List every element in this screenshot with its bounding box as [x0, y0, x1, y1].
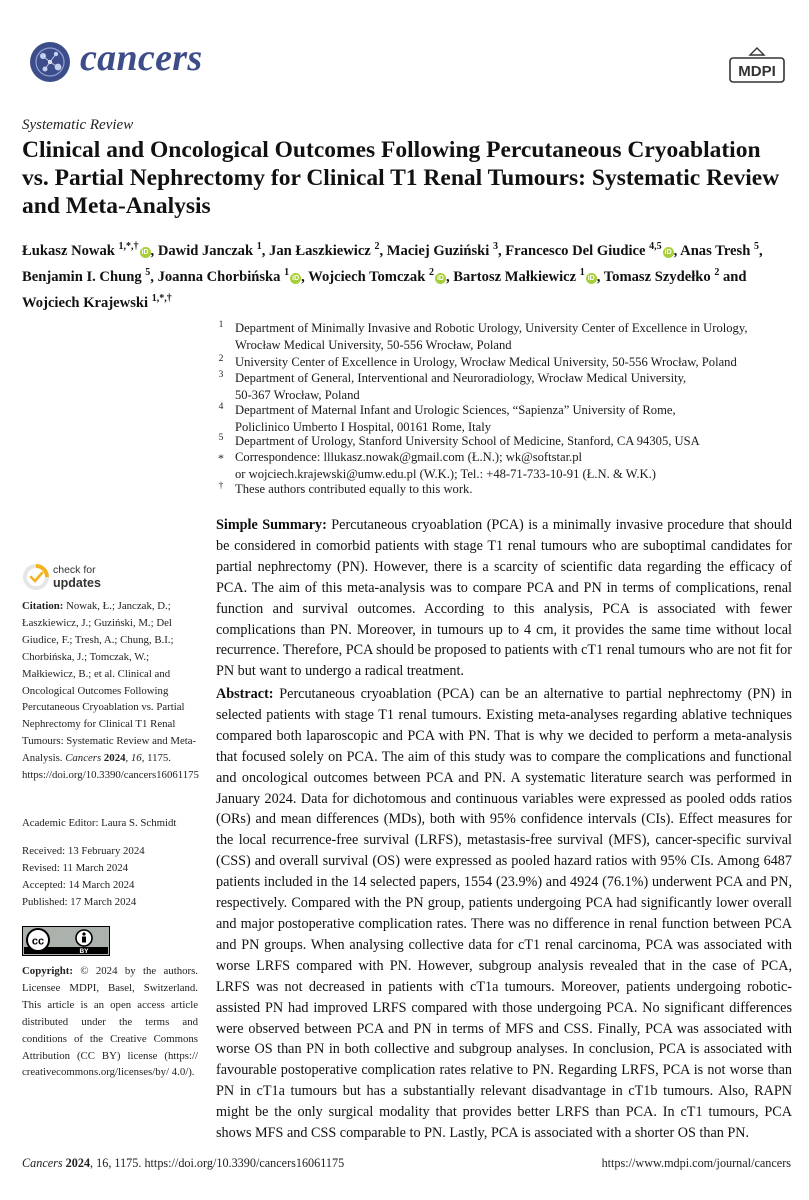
footer-citation: Cancers 2024, 16, 1175. https://doi.org/10.3390/cancers16061175	[22, 1156, 345, 1170]
simple-summary	[216, 515, 792, 682]
orcid-icon[interactable]: iD	[587, 274, 595, 282]
author-affiliation-marker: 1	[284, 266, 290, 278]
author-name[interactable]: Benjamin I. Chung	[22, 268, 142, 285]
cancers-logo-icon	[28, 40, 72, 84]
author-name[interactable]: Dawid Janczak	[157, 242, 254, 259]
author-name[interactable]: Jan Łaszkiewicz	[269, 242, 371, 259]
published-date: Published: 17 March 2024	[22, 896, 137, 908]
footer-doi-link[interactable]: https://doi.org/10.3390/cancers16061175	[144, 1156, 345, 1170]
academic-editor: Academic Editor: Laura S. Schmidt	[22, 817, 177, 829]
affiliation-mark: 2	[218, 354, 224, 364]
article-title: Clinical and Oncological Outcomes Following Percutaneous Cryoablation vs. Partial Nephrectomy for Clinical T1 Renal Tumours: Systematic Review and Meta-Analysis	[22, 137, 780, 219]
check-updates-line1: check for	[53, 564, 96, 576]
orcid-icon[interactable]: iD	[664, 248, 672, 256]
accepted-date: Accepted: 14 March 2024	[22, 879, 135, 891]
correspondence-mark: *	[218, 451, 224, 465]
orcid-icon[interactable]: iD	[292, 274, 300, 282]
citation: Citation: Nowak, Ł.; Janczak, D.; Łaszkiewicz, J.; Guziński, M.; Del Giudice, F.; Tresh, A.; Chung, B.I.; Chorbińska, J.; Tomczak, W.; Małkiewicz, B.; et al. Clinical and Oncological Outcomes Following Percutaneous Cryoablation vs. Partial Nephrectomy for Clinical T1 Renal Tumours: Systematic Review and Meta-Analysis. Cancers 2024, 16, 1175. https://doi.org/10.3390/cancers16061175	[22, 600, 199, 782]
author-name[interactable]: Francesco Del Giudice	[505, 242, 646, 259]
equal-contribution-mark: †	[218, 481, 224, 491]
author-name[interactable]: Maciej Guziński	[386, 242, 490, 259]
author-affiliation-marker: 5	[145, 266, 151, 278]
author-name[interactable]: Bartosz Małkiewicz	[453, 268, 577, 285]
equal-contribution-note: These authors contributed equally to this work.	[235, 482, 473, 496]
by-label: BY	[79, 948, 89, 955]
cc-label: cc	[31, 935, 45, 948]
citation-doi-link[interactable]: https://doi.org/10.3390/cancers16061175	[22, 769, 199, 782]
footer-journal-url[interactable]: https://www.mdpi.com/journal/cancers	[601, 1156, 791, 1170]
author-name[interactable]: Tomasz Szydełko	[603, 268, 711, 285]
author-affiliation-marker: 2	[714, 266, 720, 278]
author-name[interactable]: Łukasz Nowak	[22, 242, 115, 259]
check-for-updates-icon	[22, 563, 50, 591]
author-affiliation-marker: 2	[374, 241, 380, 252]
affiliation-mark: 1	[218, 320, 224, 330]
copyright-notice: Copyright: © 2024 by the authors. Licensee MDPI, Basel, Switzerland. This article is an open access article distributed under the terms and conditions of the Creative Commons Attribution (CC BY) license (https:// creativecommons.org/licenses/by/ 4.0/).	[22, 965, 198, 1079]
author-affiliation-marker: 1	[579, 266, 585, 278]
simple-summary-label: Simple Summary:	[216, 517, 327, 533]
citation-label: Citation:	[22, 600, 64, 612]
affiliation-5: Department of Urology, Stanford University School of Medicine, Stanford, CA 94305, USA	[235, 434, 700, 448]
affiliation-mark: 3	[218, 370, 224, 380]
author-affiliation-marker: 4,5	[649, 241, 662, 252]
abstract-text: Percutaneous cryoablation (PCA) can be an alternative to partial nephrectomy (PN) in selected patients with stage T1 renal tumours. Existing meta-analyses regarding ablative techniques compared both laparoscopic and PCA with PN. That is why we decided to perform a meta-analysis that focused solely on PCA. The aim of this study was to compare the complications and functional and oncological outcomes between PCA and PN. A systematic literature search was performed in January 2024. Data for dichotomous and continuous variables were expressed as pooled odds ratios (ORs) and mean differences (MDs), both with 95% confidence intervals (CIs). Effect measures for the local recurrence-free survival (LRFS), metastasis-free survival (MFS), cancer-specific survival (CSS) and overall survival (OS) were expressed as pooled hazard ratios with 95% CIs. Among 6487 patients included in the 14 selected papers, 1554 (23.9%) and 4924 (76.1%) underwent PCA and PN, respectively. Compared with the PN group, patients undergoing PCA had significantly lower overall and major postoperative complication rates. There was no difference in renal function between PCA and PN groups. When analysing collective data for cT1 renal carcinoma, PCA was associated with worse LRFS compared with PN. However, subgroup analysis revealed that in the case of PCA, LRFS was not decreased in patients with cT1a tumours. Moreover, patients undergoing robotic-assisted PN had improved LRFS compared with those undergoing PCA. No significant differences were observed between PCA and PN in terms of MFS and CSS. Finally, PCA was associated with worse OS than PN in both collective and subgroup analyses. In conclusion, PCA is associated with favourable postoperative complication rates relative to PN. Regarding LRFS, PCA is not worse than PN in cT1a tumours but has a substantially relevant disadvantage in cT1b tumours. Also, RAPN might be the only surgical modality that provides better LRFS than PCA. In cT1 tumours, PCA shows MFS and CSS comparable to PN. Lastly, PCA is associated with a shorter OS than PN.	[216, 686, 792, 1142]
author-name[interactable]: Anas Tresh	[680, 242, 751, 259]
author-affiliation-marker: 3	[492, 241, 498, 252]
correspondence: Correspondence: lllukasz.nowak@gmail.com (Ł.N.); wk@softstar.pl or wojciech.krajewski@umw.edu.pl (W.K.); Tel.: +48-71-733-10-91 (Ł.N. & W.K.)	[235, 450, 656, 481]
check-updates-line2: updates	[53, 576, 101, 590]
received-date: Received: 13 February 2024	[22, 845, 145, 857]
simple-summary-text: Percutaneous cryoablation (PCA) is a minimally invasive procedure that should be considered in comorbid patients with stage T1 renal tumours who are suboptimal candidates for partial nephrectomy (PN). However, there is a scarcity of scientific data regarding the efficacy of PCA. The aim of this meta-analysis was to compare PCA and PN in terms of complications, renal function and survival outcomes. According to this analysis, PCA is associated with fewer complications than PN. Moreover, in tumours up to 4 cm, it provides the same time without local recurrence. Therefore, PCA should be proposed to patients with cT1 renal tumours who are not fit for PN but want to undergo a radical treatment.	[216, 517, 792, 680]
author-affiliation-marker: 1,*,†	[151, 292, 172, 304]
orcid-icon[interactable]: iD	[141, 248, 149, 256]
author-affiliation-marker: 2	[428, 266, 434, 278]
abstract	[216, 684, 792, 1144]
abstract-label: Abstract:	[216, 686, 274, 702]
mdpi-logo-icon	[728, 46, 786, 84]
publisher-name: MDPI	[738, 63, 776, 80]
author-affiliation-marker: 5	[753, 241, 759, 252]
author-name[interactable]: Wojciech Tomczak	[308, 268, 426, 285]
affiliation-1: Department of Minimally Invasive and Robotic Urology, University Center of Excellence in Urology, Wrocław Medical University, 50-556 Wrocław, Poland	[235, 321, 748, 352]
author-list: Łukasz Nowak $^{1,*,\dagger}$iD , Dawid Janczak $^1$, Jan Łaszkiewicz $^2$, Maciej Guziński $^3$, Francesco Del Giudice $^{4,5}$iD , Anas Tresh $^5$, Benjamin I. Chung $^5$, Joanna Chorbińska $^1$iD , Wojciech Tomczak $^2$iD , Bartosz Małkiewicz $^1$iD , Tomasz Szydełko $^2$ and Wojciech Krajewski $^{1,*,\dagger}$	[22, 241, 763, 311]
author-name[interactable]: Wojciech Krajewski	[22, 294, 149, 311]
affiliation-mark: 5	[218, 433, 224, 443]
cc-by-icon[interactable]	[22, 926, 110, 956]
article-type: Systematic Review	[22, 117, 134, 133]
affiliation-3: Department of General, Interventional and Neuroradiology, Wrocław Medical University, 50-367 Wrocław, Poland	[235, 371, 687, 402]
check-for-updates-badge[interactable]	[22, 563, 122, 593]
orcid-icon[interactable]: iD	[436, 274, 444, 282]
affiliation-2: University Center of Excellence in Urology, Wrocław Medical University, 50-556 Wrocław, Poland	[235, 355, 737, 369]
journal-name: cancers	[80, 37, 203, 79]
author-affiliation-marker: 1	[256, 241, 262, 252]
author-affiliation-marker: 1,*,†	[118, 241, 139, 252]
revised-date: Revised: 11 March 2024	[22, 862, 129, 874]
affiliation-mark: 4	[218, 402, 224, 412]
affiliation-4: Department of Maternal Infant and Urologic Sciences, “Sapienza” University of Rome, Policlinico Umberto I Hospital, 00161 Rome, Italy	[235, 403, 676, 434]
author-name[interactable]: Joanna Chorbińska	[157, 268, 281, 285]
copyright-label: Copyright:	[22, 965, 73, 977]
